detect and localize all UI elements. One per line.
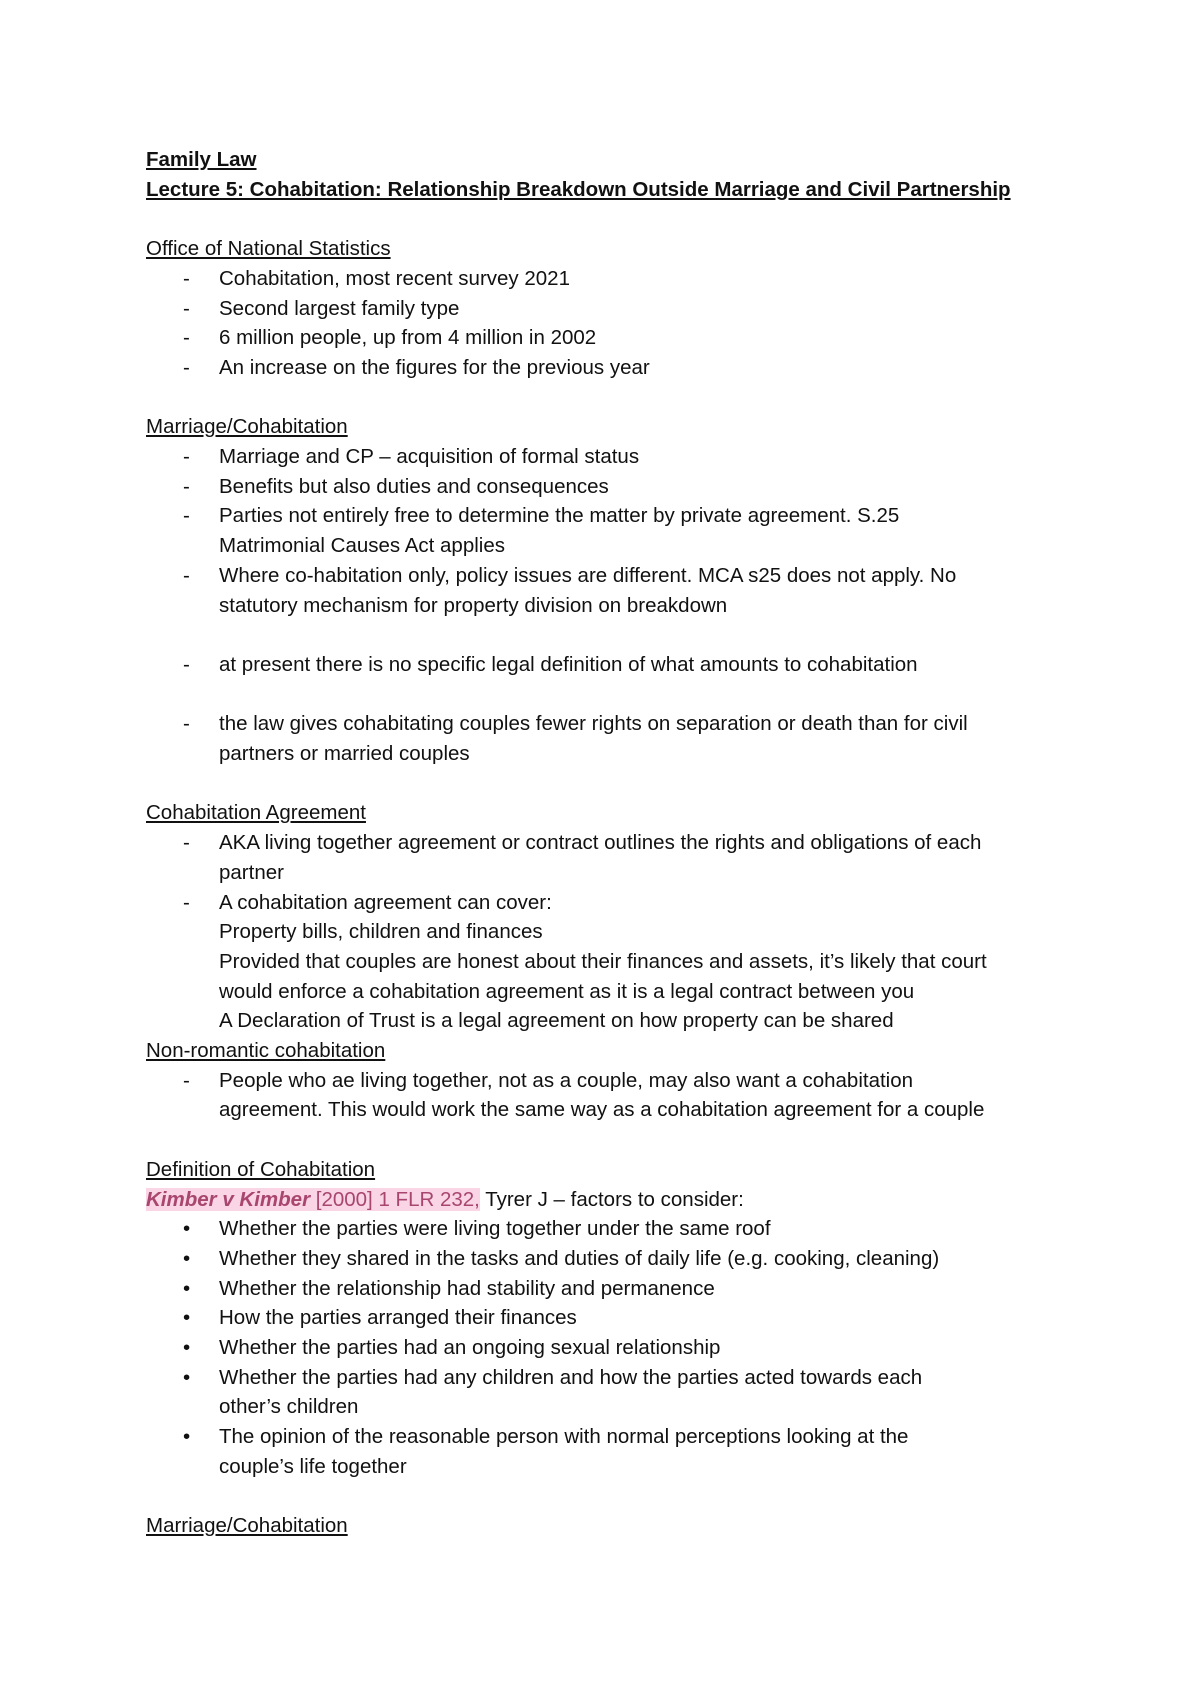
bullet-item (146, 1274, 1076, 1304)
section-heading-definition: Definition of Cohabitation (146, 1157, 376, 1181)
dash-marker: - (183, 504, 190, 528)
bullet-item (146, 1333, 1076, 1363)
list-item-text: People who ae living together, not as a couple, may also want a cohabitation (219, 1068, 914, 1092)
dash-marker: - (183, 355, 190, 379)
list-item (146, 472, 1076, 502)
list-item-continuation: A Declaration of Trust is a legal agreement on how property can be shared (219, 1009, 894, 1033)
list-item (146, 294, 1076, 324)
list-item (146, 888, 1076, 918)
spacer (146, 769, 1076, 799)
list-item-continuation: partners or married couples (219, 742, 470, 765)
list-item-text: An increase on the figures for the previous year (219, 355, 650, 379)
list-item-text: A cohabitation agreement can cover: (219, 890, 552, 914)
list-item-continuation: would enforce a cohabitation agreement as it is a legal contract between you (219, 979, 915, 1003)
list-item-continuation: partner (219, 860, 284, 884)
bullet-marker: • (183, 1217, 191, 1241)
list-item-text: AKA living together agreement or contract outlines the rights and obligations of each (219, 831, 982, 855)
section-heading-marriage-2: Marriage/Cohabitation (146, 1514, 348, 1538)
case-highlight (146, 1188, 480, 1211)
bullet-item-text: How the parties arranged their finances (219, 1306, 577, 1330)
dash-marker: - (183, 326, 190, 350)
bullet-item (146, 1363, 1076, 1393)
case-reference (146, 1185, 1076, 1215)
list-item-continuation: Matrimonial Causes Act applies (219, 534, 505, 558)
dash-marker: - (183, 474, 190, 498)
bullet-item-text: Whether the relationship had stability and permanence (219, 1276, 715, 1300)
list-item-continuation: Property bills, children and finances (219, 920, 543, 944)
list-item-text: Parties not entirely free to determine the matter by private agreement. S.25 (219, 504, 900, 528)
dash-marker: - (183, 712, 190, 736)
dash-marker: - (183, 266, 190, 290)
section-heading-agreement: Cohabitation Agreement (146, 801, 366, 825)
bullet-item (146, 1214, 1076, 1244)
bullet-item-continuation: other’s children (219, 1395, 359, 1419)
spacer (146, 1482, 1076, 1512)
bullet-item-text: Whether the parties were living together under the same roof (219, 1217, 771, 1241)
spacer (146, 204, 1076, 234)
dash-marker: - (183, 831, 190, 855)
dash-marker: - (183, 652, 190, 676)
case-description: Tyrer J – factors to consider: (479, 1187, 744, 1211)
list-item-text: the law gives cohabitating couples fewer rights on separation or death than for civil (219, 712, 968, 736)
dash-marker: - (183, 890, 190, 914)
list-item (146, 442, 1076, 472)
dash-marker: - (183, 445, 190, 468)
bullet-marker: • (183, 1336, 191, 1360)
section-heading-nonromantic: Non-romantic cohabitation (146, 1039, 386, 1063)
bullet-item-continuation: couple’s life together (219, 1454, 407, 1478)
bullet-item (146, 1303, 1076, 1333)
list-item (146, 828, 1076, 858)
dash-marker: - (183, 563, 190, 587)
list-item (146, 323, 1076, 353)
bullet-marker: • (183, 1276, 191, 1300)
case-citation: [2000] 1 FLR 232, (310, 1187, 480, 1211)
document-title: Family Law (146, 148, 257, 171)
list-item-text: Marriage and CP – acquisition of formal status (219, 445, 640, 468)
list-item-text: 6 million people, up from 4 million in 2002 (219, 326, 597, 350)
spacer (146, 680, 1076, 710)
bullet-item-text: The opinion of the reasonable person with normal perceptions looking at the (219, 1425, 909, 1449)
list-item-text: Where co-habitation only, policy issues are different. MCA s25 does not apply. No (219, 563, 957, 587)
list-item (146, 561, 1076, 591)
spacer (146, 620, 1076, 650)
lecture-title: Lecture 5: Cohabitation: Relationship Breakdown Outside Marriage and Civil Partnership (146, 177, 1011, 201)
list-item (146, 709, 1076, 739)
bullet-marker: • (183, 1246, 191, 1270)
dash-marker: - (183, 1068, 190, 1092)
section-heading-marriage: Marriage/Cohabitation (146, 415, 348, 439)
bullet-item (146, 1244, 1076, 1274)
case-name: Kimber v Kimber (146, 1187, 311, 1211)
document-content (146, 145, 1076, 1541)
list-item-text: Second largest family type (219, 296, 460, 320)
list-item-text: at present there is no specific legal definition of what amounts to cohabitation (219, 652, 918, 676)
list-item (146, 1066, 1076, 1096)
list-item-continuation: agreement. This would work the same way as a cohabitation agreement for a couple (219, 1098, 985, 1122)
list-item-text: Benefits but also duties and consequences (219, 474, 609, 498)
list-item-text: Cohabitation, most recent survey 2021 (219, 266, 570, 290)
list-item (146, 650, 1076, 680)
bullet-item-text: Whether they shared in the tasks and duties of daily life (e.g. cooking, cleaning) (219, 1246, 940, 1270)
bullet-marker: • (183, 1365, 191, 1389)
list-item-continuation: Provided that couples are honest about their finances and assets, it’s likely that court (219, 949, 987, 973)
bullet-marker: • (183, 1306, 191, 1330)
list-item-continuation: statutory mechanism for property division on breakdown (219, 593, 728, 617)
dash-marker: - (183, 296, 190, 320)
bullet-item-text: Whether the parties had any children and how the parties acted towards each (219, 1365, 923, 1389)
bullet-marker: • (183, 1425, 191, 1449)
list-item (146, 501, 1076, 531)
spacer (146, 383, 1076, 413)
bullet-item-text: Whether the parties had an ongoing sexual relationship (219, 1336, 721, 1360)
spacer (146, 1125, 1076, 1155)
bullet-item (146, 1422, 1076, 1452)
section-heading-ons: Office of National Statistics (146, 237, 391, 261)
list-item (146, 353, 1076, 383)
list-item (146, 264, 1076, 294)
